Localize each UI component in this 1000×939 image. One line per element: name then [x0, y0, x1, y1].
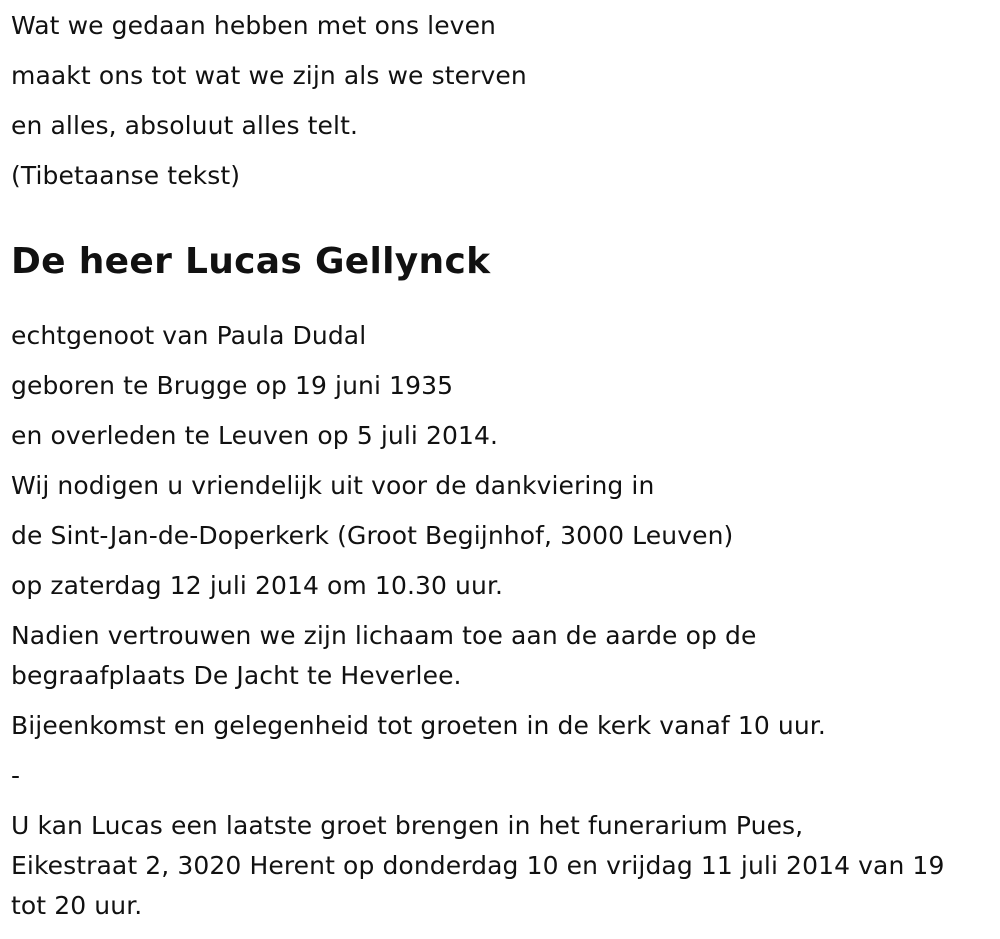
birth-line: geboren te Brugge op 19 juni 1935 — [11, 371, 454, 400]
death-line: en overleden te Leuven op 5 juli 2014. — [11, 421, 499, 450]
spouse-line: echtgenoot van Paula Dudal — [11, 321, 367, 350]
service-date-line: op zaterdag 12 juli 2014 om 10.30 uur. — [11, 571, 504, 600]
visit-paragraph — [11, 806, 986, 926]
announcement-body — [11, 316, 986, 926]
invite-paragraph-1 — [11, 466, 986, 506]
invite-paragraph-2 — [11, 516, 986, 556]
poem-line: maakt ons tot wat we zijn als we sterven — [11, 61, 527, 90]
burial-line: Nadien vertrouwen we zijn lichaam toe aan de aarde op de — [11, 621, 757, 650]
gathering-line: Bijeenkomst en gelegenheid tot groeten in de kerk vanaf 10 uur. — [11, 711, 826, 740]
invite-line: Wij nodigen u vriendelijk uit voor de dankviering in — [11, 471, 655, 500]
birth-paragraph — [11, 366, 986, 406]
visit-line: tot 20 uur. — [11, 891, 143, 920]
deceased-name: De heer Lucas Gellynck — [11, 241, 491, 282]
visit-line: U kan Lucas een laatste groet brengen in het funerarium Pues, — [11, 811, 804, 840]
church-line: de Sint-Jan-de-Doperkerk (Groot Begijnhof, 3000 Leuven) — [11, 521, 734, 550]
spouse-paragraph — [11, 316, 986, 356]
death-paragraph — [11, 416, 986, 456]
visit-line: Eikestraat 2, 3020 Herent op donderdag 10 en vrijdag 11 juli 2014 van 19 — [11, 851, 945, 880]
poem-line: Wat we gedaan hebben met ons leven — [11, 11, 496, 40]
separator — [11, 756, 986, 796]
poem-attribution: (Tibetaanse tekst) — [11, 161, 241, 190]
burial-paragraph — [11, 616, 986, 696]
invite-paragraph-3 — [11, 566, 986, 606]
gathering-paragraph — [11, 706, 986, 746]
separator-dash: - — [11, 761, 21, 790]
poem-block — [11, 6, 986, 206]
obituary-document — [11, 0, 986, 936]
cemetery-line: begraafplaats De Jacht te Heverlee. — [11, 661, 462, 690]
poem-line: en alles, absoluut alles telt. — [11, 111, 359, 140]
